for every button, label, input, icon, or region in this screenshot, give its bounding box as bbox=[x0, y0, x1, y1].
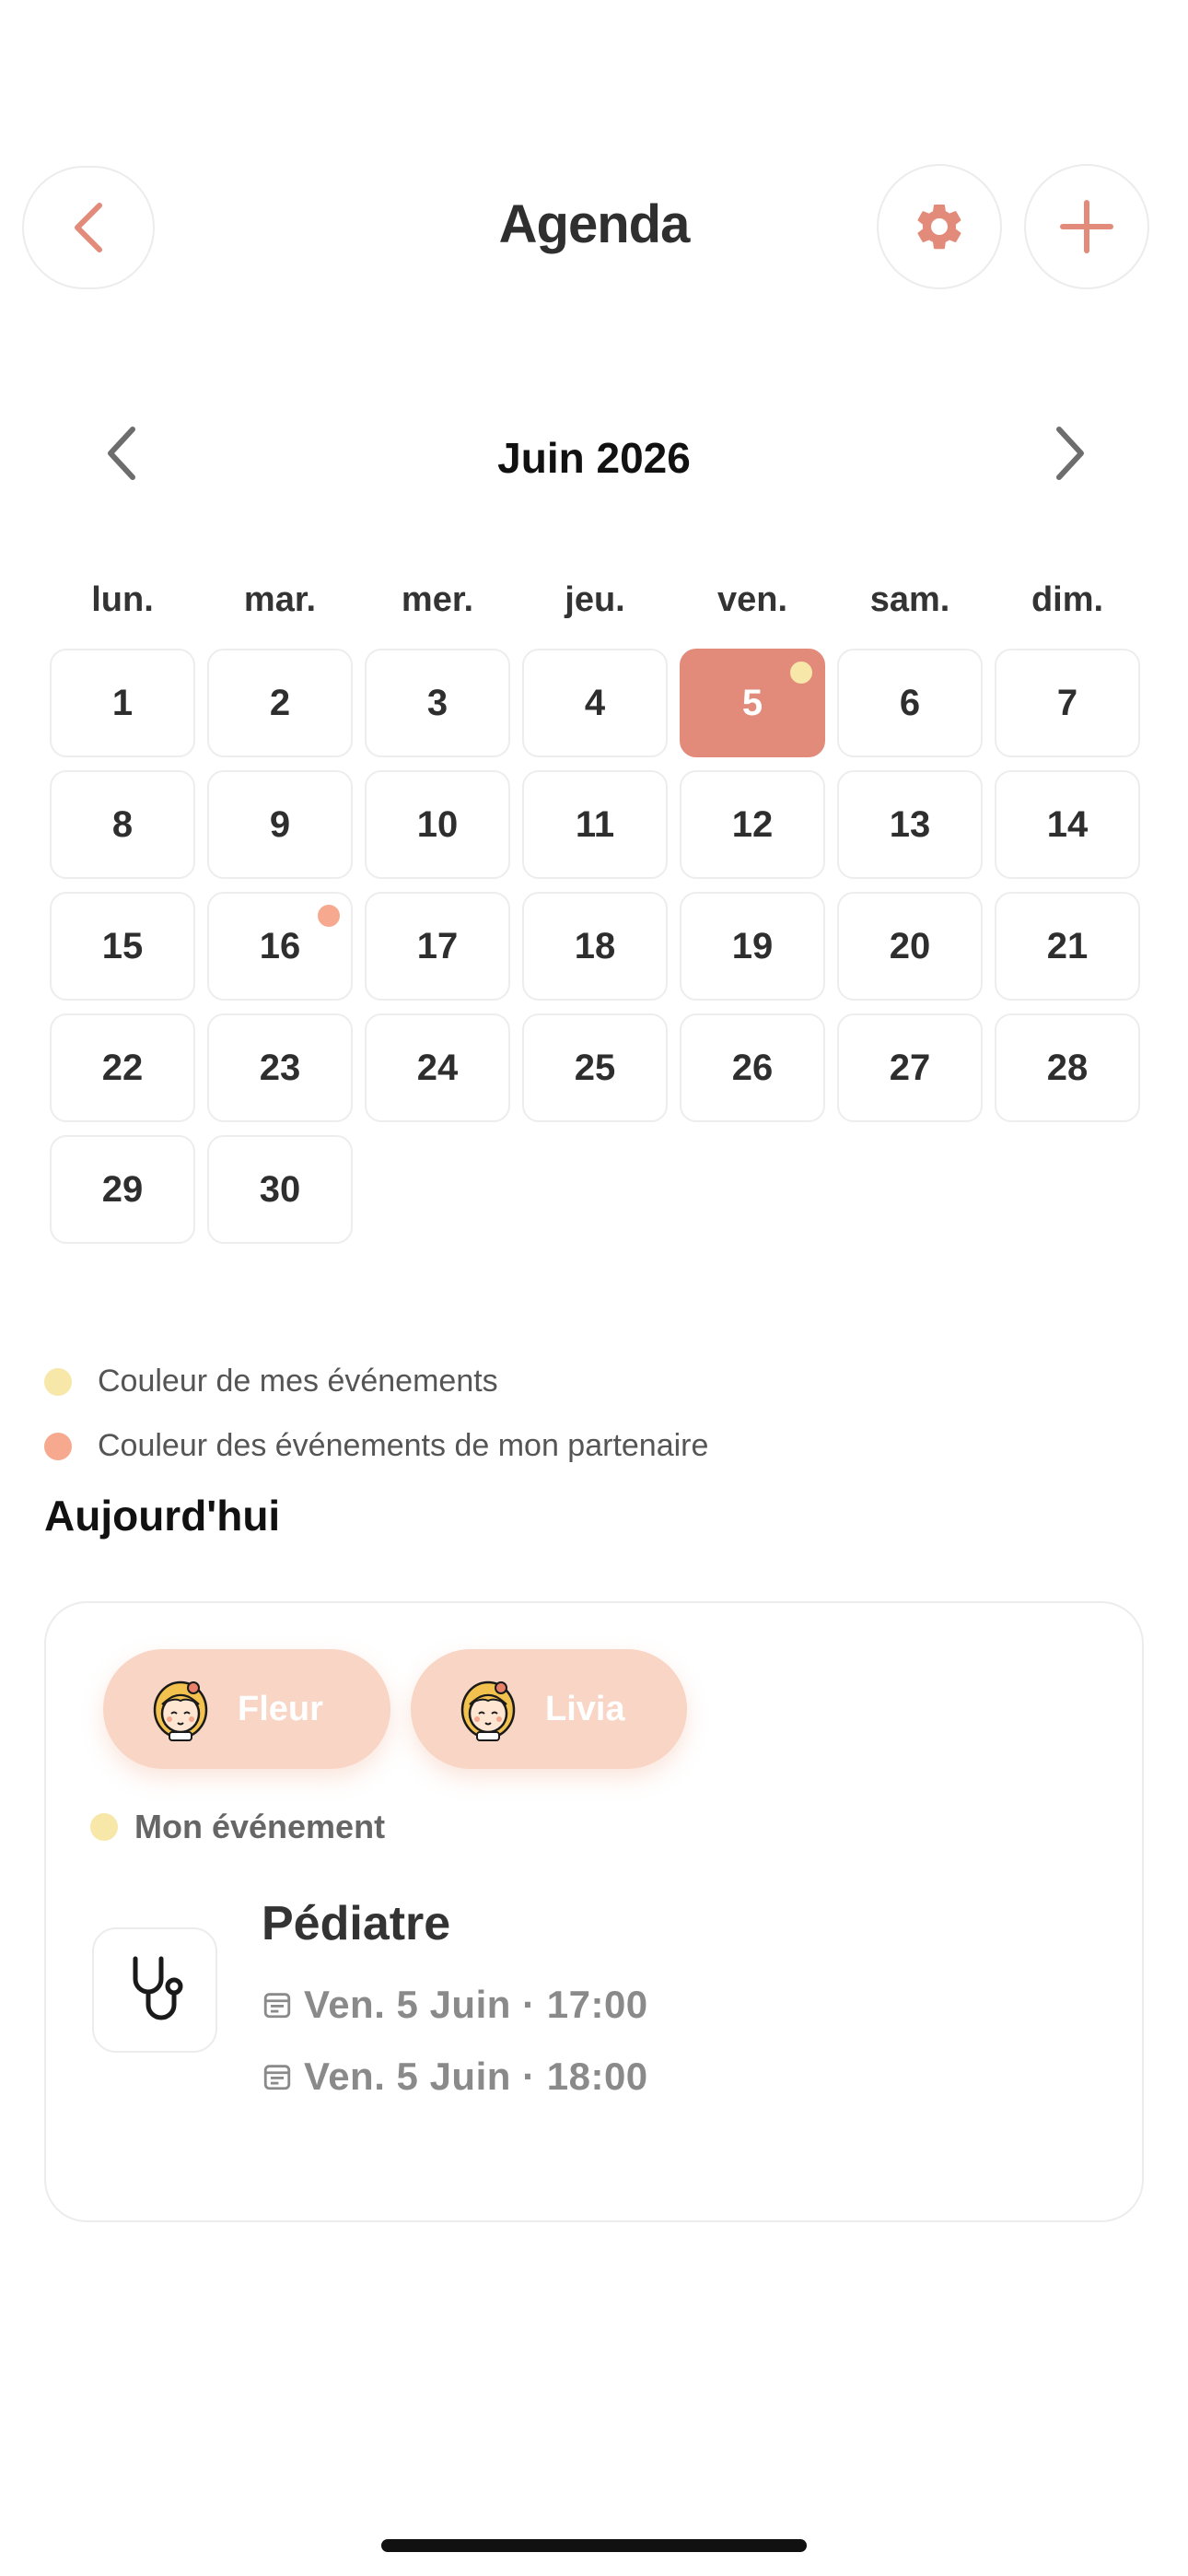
calendar-day[interactable] bbox=[680, 1013, 825, 1122]
day-number: 19 bbox=[731, 925, 774, 966]
participant-name: Livia bbox=[545, 1689, 625, 1728]
event-start bbox=[262, 1983, 648, 2027]
calendar-day[interactable] bbox=[837, 892, 983, 1001]
my-event-dot bbox=[90, 1813, 118, 1841]
event-card[interactable] bbox=[44, 1601, 1144, 2222]
weekday-label: mer. bbox=[401, 580, 474, 619]
gear-icon bbox=[912, 199, 967, 254]
today-section-title: Aujourd'hui bbox=[44, 1492, 281, 1540]
calendar-day[interactable] bbox=[995, 770, 1140, 879]
day-number: 28 bbox=[1046, 1047, 1089, 1088]
weekday-label: dim. bbox=[1031, 580, 1104, 619]
weekday-label: ven. bbox=[716, 580, 788, 619]
calendar-day[interactable] bbox=[680, 892, 825, 1001]
partner-event-dot bbox=[318, 905, 340, 927]
calendar-day[interactable] bbox=[837, 1013, 983, 1122]
day-number: 15 bbox=[101, 925, 144, 966]
day-number: 26 bbox=[731, 1047, 774, 1088]
participant-chip-livia[interactable] bbox=[411, 1649, 687, 1769]
day-number: 11 bbox=[575, 803, 615, 845]
day-number: 24 bbox=[416, 1047, 459, 1088]
event-category-icon-box bbox=[92, 1927, 217, 2053]
calendar-grid bbox=[50, 649, 1144, 1244]
legend-mine bbox=[44, 1364, 498, 1399]
calendar-day[interactable] bbox=[50, 1013, 195, 1122]
calendar-day[interactable] bbox=[995, 1013, 1140, 1122]
day-number: 18 bbox=[574, 925, 616, 966]
day-number: 25 bbox=[574, 1047, 616, 1088]
calendar-day[interactable] bbox=[365, 770, 510, 879]
day-number: 10 bbox=[416, 803, 459, 845]
weekday-label: sam. bbox=[869, 580, 950, 619]
calendar-day[interactable] bbox=[522, 649, 668, 757]
home-indicator[interactable] bbox=[381, 2539, 807, 2552]
day-number: 13 bbox=[889, 803, 931, 845]
day-number: 9 bbox=[269, 803, 291, 845]
event-title: Pédiatre bbox=[262, 1897, 451, 1950]
calendar-day[interactable] bbox=[995, 649, 1140, 757]
calendar-day[interactable] bbox=[995, 892, 1140, 1001]
day-number: 17 bbox=[416, 925, 459, 966]
event-end-time: Ven. 5 Juin · 18:00 bbox=[304, 2055, 648, 2098]
calendar-day[interactable] bbox=[207, 1013, 353, 1122]
partner-color-dot bbox=[44, 1433, 72, 1460]
weekday-header bbox=[50, 580, 1144, 620]
calendar-icon bbox=[262, 1989, 293, 2020]
calendar-day[interactable] bbox=[680, 770, 825, 879]
calendar-day[interactable] bbox=[522, 1013, 668, 1122]
girl-avatar-icon bbox=[151, 1677, 210, 1741]
day-number: 30 bbox=[259, 1168, 301, 1210]
calendar-day[interactable] bbox=[50, 892, 195, 1001]
event-end bbox=[262, 2055, 648, 2099]
day-number: 20 bbox=[889, 925, 931, 966]
calendar-day-selected[interactable] bbox=[680, 649, 825, 757]
calendar-day[interactable] bbox=[50, 649, 195, 757]
calendar-day[interactable] bbox=[207, 649, 353, 757]
stethoscope-icon bbox=[122, 1953, 187, 2027]
calendar-day[interactable] bbox=[50, 770, 195, 879]
calendar-day[interactable] bbox=[207, 770, 353, 879]
day-number: 21 bbox=[1046, 925, 1089, 966]
day-number: 7 bbox=[1056, 682, 1078, 723]
next-month-button[interactable] bbox=[1033, 416, 1107, 490]
day-number: 1 bbox=[111, 682, 134, 723]
legend-mine-label: Couleur de mes événements bbox=[98, 1364, 498, 1399]
day-number: 5 bbox=[741, 682, 763, 723]
weekday-label: lun. bbox=[91, 580, 154, 619]
day-number: 27 bbox=[889, 1047, 931, 1088]
calendar-day[interactable] bbox=[837, 770, 983, 879]
participant-chip-fleur[interactable] bbox=[103, 1649, 390, 1769]
day-number: 29 bbox=[101, 1168, 144, 1210]
participant-name: Fleur bbox=[238, 1689, 323, 1728]
day-number: 23 bbox=[259, 1047, 301, 1088]
add-event-button[interactable] bbox=[1024, 164, 1149, 289]
legend-partner-label: Couleur des événements de mon partenaire bbox=[98, 1428, 709, 1463]
calendar-day[interactable] bbox=[365, 649, 510, 757]
girl-avatar-icon bbox=[459, 1677, 518, 1741]
day-number: 8 bbox=[111, 803, 134, 845]
event-owner bbox=[90, 1808, 385, 1846]
calendar-day[interactable] bbox=[365, 1013, 510, 1122]
day-number: 4 bbox=[584, 682, 606, 723]
calendar-day[interactable] bbox=[207, 1135, 353, 1244]
page-title: Agenda bbox=[498, 194, 690, 254]
day-number: 22 bbox=[101, 1047, 144, 1088]
weekday-label: jeu. bbox=[565, 580, 625, 619]
calendar-day[interactable] bbox=[50, 1135, 195, 1244]
day-number: 14 bbox=[1046, 803, 1089, 845]
calendar-day[interactable] bbox=[522, 892, 668, 1001]
my-event-dot bbox=[790, 662, 812, 684]
day-number: 16 bbox=[259, 925, 301, 966]
day-number: 6 bbox=[899, 682, 921, 723]
calendar-day[interactable] bbox=[207, 892, 353, 1001]
calendar-icon bbox=[262, 2061, 293, 2092]
event-owner-label: Mon événement bbox=[134, 1808, 386, 1845]
calendar-day[interactable] bbox=[522, 770, 668, 879]
chevron-right-icon bbox=[1052, 426, 1089, 481]
event-start-time: Ven. 5 Juin · 17:00 bbox=[304, 1983, 648, 2026]
day-number: 12 bbox=[731, 803, 774, 845]
settings-button[interactable] bbox=[877, 164, 1002, 289]
calendar-day[interactable] bbox=[365, 892, 510, 1001]
weekday-label: mar. bbox=[243, 580, 317, 619]
my-color-dot bbox=[44, 1368, 72, 1396]
legend-partner bbox=[44, 1428, 708, 1464]
calendar-day[interactable] bbox=[837, 649, 983, 757]
day-number: 2 bbox=[269, 682, 291, 723]
month-label: Juin 2026 bbox=[497, 434, 691, 482]
plus-icon bbox=[1058, 198, 1115, 255]
day-number: 3 bbox=[426, 682, 448, 723]
